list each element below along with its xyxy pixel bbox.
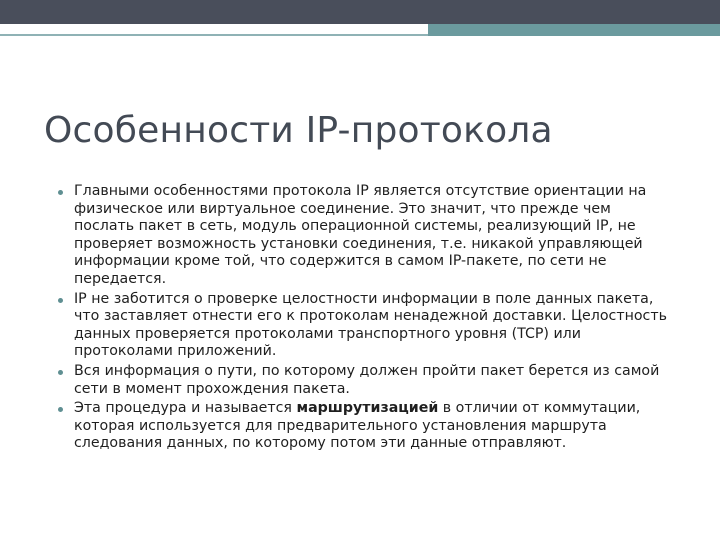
top-decorative-bar xyxy=(0,0,720,24)
bullet-text-bold: маршрутизацией xyxy=(296,400,439,417)
bullet-dot-icon xyxy=(58,298,63,303)
bullet-text: IP не заботится о проверке целостности информации в поле данных пакета, что заставляет отнести его к протоколам ненадежной доставки. Целостность данных проверяется протоколами транспортного уровня (TCP) или протоколами приложений. xyxy=(74,290,667,360)
bullet-list xyxy=(58,183,670,455)
bullet-item xyxy=(58,183,670,289)
slide-title: Особенности IP-протокола xyxy=(44,110,553,151)
bullet-item xyxy=(58,363,670,398)
bullet-item xyxy=(58,291,670,361)
bullet-dot-icon xyxy=(58,370,63,375)
bullet-text: Вся информация о пути, по которому должен пройти пакет берется из самой сети в момент прохождения пакета. xyxy=(74,362,660,397)
bullet-text: Главными особенностями протокола IP является отсутствие ориентации на физическое или виртуальное соединение. Это значит, что прежде чем послать пакет в сеть, модуль операционной системы, реализующий IP, не проверяет возможность установки соединения, т.е. никакой управляющей информации кроме той, что содержится в самом IP-пакете, по сети не передается. xyxy=(74,183,647,287)
bullet-text-after: в отличии от коммутации, которая используется для предварительного установления маршрута следования данных, по которому потом эти данные отправляют. xyxy=(74,400,641,452)
bullet-item xyxy=(58,400,670,453)
top-accent-line xyxy=(0,34,428,36)
top-accent-notch xyxy=(0,24,428,34)
bullet-dot-icon xyxy=(58,190,63,195)
bullet-dot-icon xyxy=(58,407,63,412)
bullet-text-before: Эта процедура и называется xyxy=(74,400,297,417)
